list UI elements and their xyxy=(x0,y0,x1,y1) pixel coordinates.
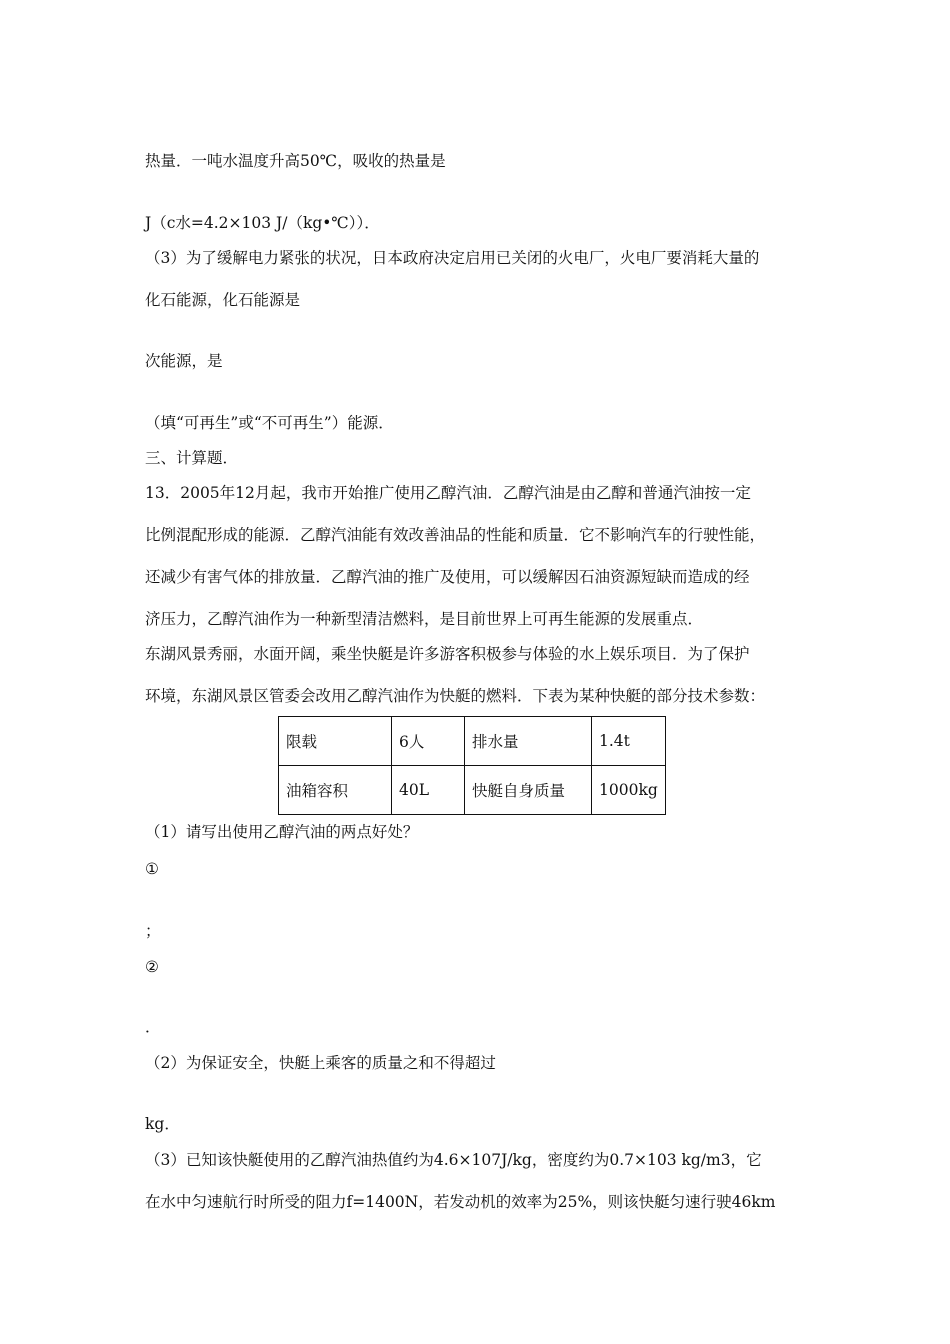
table-cell: 油箱容积 xyxy=(279,766,392,815)
text-line: （填“可再生”或“不可再生”）能源． xyxy=(145,414,394,432)
text-line: 还减少有害气体的排放量．乙醇汽油的推广及使用，可以缓解因石油资源短缺而造成的经 xyxy=(145,568,750,586)
text-line: 次能源，是 xyxy=(145,352,223,370)
text-line: 热量．一吨水温度升高50℃，吸收的热量是 xyxy=(145,152,446,170)
table-cell: 限载 xyxy=(279,717,392,766)
specs-table xyxy=(278,716,666,815)
text-line: 化石能源，化石能源是 xyxy=(145,291,301,309)
text-line: （3）为了缓解电力紧张的状况，日本政府决定启用已关闭的火电厂，火电厂要消耗大量的 xyxy=(145,249,760,267)
table-row xyxy=(279,766,666,815)
table-cell: 排水量 xyxy=(465,717,592,766)
answer-marker-2: ② xyxy=(145,958,159,976)
sub-question: （1）请写出使用乙醇汽油的两点好处？ xyxy=(145,823,419,841)
text-line: J（c水=4.2×103 J/（kg•℃））． xyxy=(145,214,380,232)
table-cell: 1000kg xyxy=(592,766,666,815)
table-cell: 快艇自身质量 xyxy=(465,766,592,815)
sub-question: （2）为保证安全，快艇上乘客的质量之和不得超过 xyxy=(145,1054,496,1072)
table-cell: 1.4t xyxy=(592,717,666,766)
text-line: 济压力，乙醇汽油作为一种新型清洁燃料，是目前世界上可再生能源的发展重点． xyxy=(145,610,704,628)
text-line: 在水中匀速航行时所受的阻力f=1400N，若发动机的效率为25%，则该快艇匀速行驶46km xyxy=(145,1193,776,1211)
table-row xyxy=(279,717,666,766)
text-line: 比例混配形成的能源．乙醇汽油能有效改善油品的性能和质量．它不影响汽车的行驶性能， xyxy=(145,526,766,544)
table-cell: 6人 xyxy=(392,717,465,766)
answer-marker-1: ① xyxy=(145,860,159,878)
table-cell: 40L xyxy=(392,766,465,815)
text-line: 环境，东湖风景区管委会改用乙醇汽油作为快艇的燃料．下表为某种快艇的部分技术参数： xyxy=(145,687,766,705)
text-line: 东湖风景秀丽，水面开阔，乘坐快艇是许多游客积极参与体验的水上娱乐项目．为了保护 xyxy=(145,645,750,663)
answer-blank-end: ； xyxy=(145,922,161,940)
answer-blank-end: kg． xyxy=(145,1115,180,1133)
sub-question: （3）已知该快艇使用的乙醇汽油热值约为4.6×107J/kg，密度约为0.7×103 kg/m3，它 xyxy=(145,1151,762,1169)
section-heading: 三、计算题． xyxy=(145,449,239,467)
text-line: 13．2005年12月起，我市开始推广使用乙醇汽油．乙醇汽油是由乙醇和普通汽油按一定 xyxy=(145,484,751,502)
answer-blank-end: ． xyxy=(145,1018,161,1036)
